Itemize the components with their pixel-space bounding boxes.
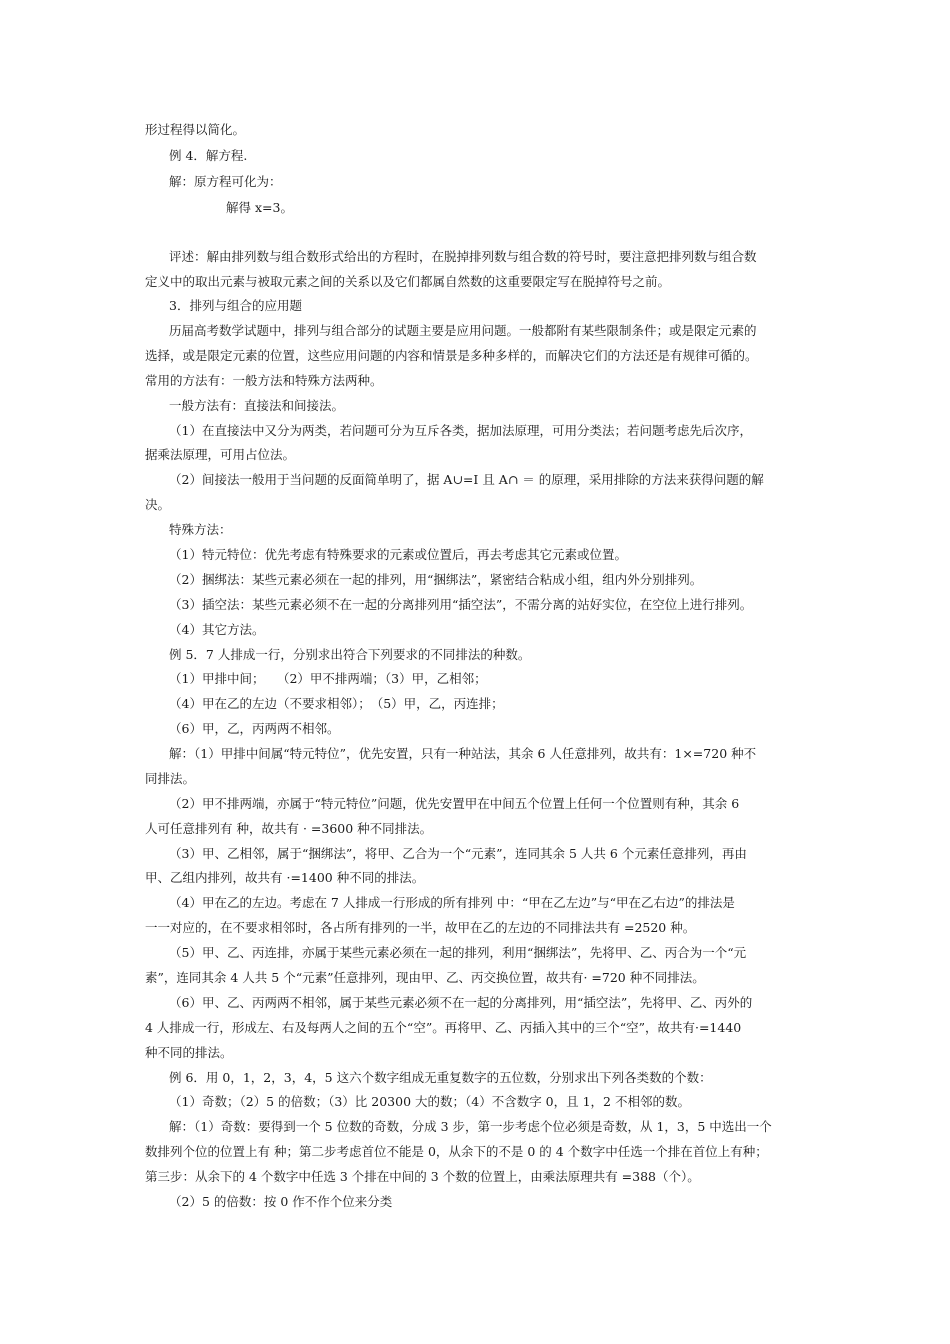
example-heading: 例 6．用 0，1，2，3，4，5 这六个数字组成无重复数字的五位数，分别求出下列各类数的个数： <box>169 1070 712 1085</box>
text-line: 甲、乙组内排列，故共有 ·=1400 种不同的排法。 <box>145 870 425 885</box>
text-line: 种不同的排法。 <box>145 1045 233 1060</box>
list-item: （1）甲排中间； （2）甲不排两端；（3）甲，乙相邻； <box>169 671 487 686</box>
text-line: 4 人排成一行，形成左、右及每两人之间的五个“空”。再将甲、乙、丙插入其中的三个“空”，故共有·=1440 <box>145 1020 742 1035</box>
text-line: （1）在直接法中又分为两类，若问题可分为互斥各类，据加法原理，可用分类法；若问题考虑先后次序， <box>169 423 752 438</box>
text-line: 一般方法有：直接法和间接法。 <box>169 398 345 413</box>
text-line: 解得 x=3。 <box>226 200 293 215</box>
text-line: （3）甲、乙相邻，属于“捆绑法”，将甲、乙合为一个“元素”，连同其余 5 人共 6 个元素任意排列，再由 <box>169 846 747 861</box>
section-heading: 3．排列与组合的应用题 <box>169 298 302 313</box>
list-item: （4）甲在乙的左边（不要求相邻）； （5）甲，乙，丙连排； <box>169 696 504 711</box>
text-line: 解：原方程可化为： <box>169 174 282 189</box>
list-item: （1）特元特位：优先考虑有特殊要求的元素或位置后，再去考虑其它元素或位置。 <box>169 547 627 562</box>
list-item: （4）其它方法。 <box>169 622 265 637</box>
text-line: 数排列个位的位置上有 种；第二步考虑首位不能是 0，从余下的不是 0 的 4 个数字中任选一个排在首位上有种； <box>145 1144 768 1159</box>
text-line: 历届高考数学试题中，排列与组合部分的试题主要是应用问题。一般都附有某些限制条件；或是限定元素的 <box>169 323 757 338</box>
text-line: 同排法。 <box>145 771 196 786</box>
text-line: 解：（1）甲排中间属“特元特位”，优先安置，只有一种站法，其余 6 人任意排列，故共有：1×=720 种不 <box>169 746 757 761</box>
text-line: （2）甲不排两端，亦属于“特元特位”问题，优先安置甲在中间五个位置上任何一个位置则有种，其余 6 <box>169 796 740 811</box>
text-line: 决。 <box>145 497 171 512</box>
example-heading: 例 4．解方程. <box>169 148 248 163</box>
text-line: 常用的方法有：一般方法和特殊方法两种。 <box>145 373 383 388</box>
text-line: 人可任意排列有 种，故共有 · =3600 种不同排法。 <box>145 821 433 836</box>
text-line: 素”，连同其余 4 人共 5 个“元素”任意排列，现由甲、乙、丙交换位置，故共有· =720 种不同排法。 <box>145 970 705 985</box>
text-line: 解：（1）奇数：要得到一个 5 位数的奇数，分成 3 步，第一步考虑个位必须是奇数，从 1，3，5 中选出一个 <box>169 1119 772 1134</box>
text-line: 一一对应的，在不要求相邻时，各占所有排列的一半，故甲在乙的左边的不同排法共有 =2520 种。 <box>145 920 696 935</box>
list-item: （1）奇数；（2）5 的倍数；（3）比 20300 大的数；（4）不含数字 0，且 1，2 不相邻的数。 <box>169 1094 690 1109</box>
text-line: （2）5 的倍数：按 0 作不作个位来分类 <box>169 1194 393 1209</box>
text-line: 选择，或是限定元素的位置，这些应用问题的内容和情景是多种多样的，而解决它们的方法还是有规律可循的。 <box>145 348 758 363</box>
list-item: （6）甲，乙，丙两两不相邻。 <box>169 721 340 736</box>
example-heading: 例 5．7 人排成一行，分别求出符合下列要求的不同排法的种数。 <box>169 647 531 662</box>
text-line: （5）甲、乙、丙连排，亦属于某些元素必须在一起的排列，利用“捆绑法”，先将甲、乙、丙合为一个“元 <box>169 945 747 960</box>
text-line: 特殊方法： <box>169 522 232 537</box>
text-line: （6）甲、乙、丙两两不相邻，属于某些元素必须不在一起的分离排列，用“插空法”，先将甲、乙、丙外的 <box>169 995 753 1010</box>
text-line: 形过程得以简化。 <box>145 122 246 137</box>
text-line: 评述：解由排列数与组合数形式给出的方程时，在脱掉排列数与组合数的符号时，要注意把排列数与组合数 <box>169 249 757 264</box>
list-item: （2）捆绑法：某些元素必须在一起的排列，用“捆绑法”，紧密结合粘成小组，组内外分别排列。 <box>169 572 703 587</box>
text-line: 第三步：从余下的 4 个数字中任选 3 个排在中间的 3 个数的位置上，由乘法原理共有 =388（个）。 <box>145 1169 700 1184</box>
text-line: （4）甲在乙的左边。考虑在 7 人排成一行形成的所有排列 中：“甲在乙左边”与“甲在乙右边”的排法是 <box>169 895 735 910</box>
text-line: 定义中的取出元素与被取元素之间的关系以及它们都属自然数的这重要限定写在脱掉符号之前。 <box>145 274 671 289</box>
text-line: （2）间接法一般用于当问题的反面简单明了，据 A∪=I 且 A∩ ＝ 的原理，采用排除的方法来获得问题的解 <box>169 472 764 487</box>
list-item: （3）插空法：某些元素必须不在一起的分离排列用“插空法”，不需分离的站好实位，在空位上进行排列。 <box>169 597 753 612</box>
text-line: 据乘法原理，可用占位法。 <box>145 447 296 462</box>
